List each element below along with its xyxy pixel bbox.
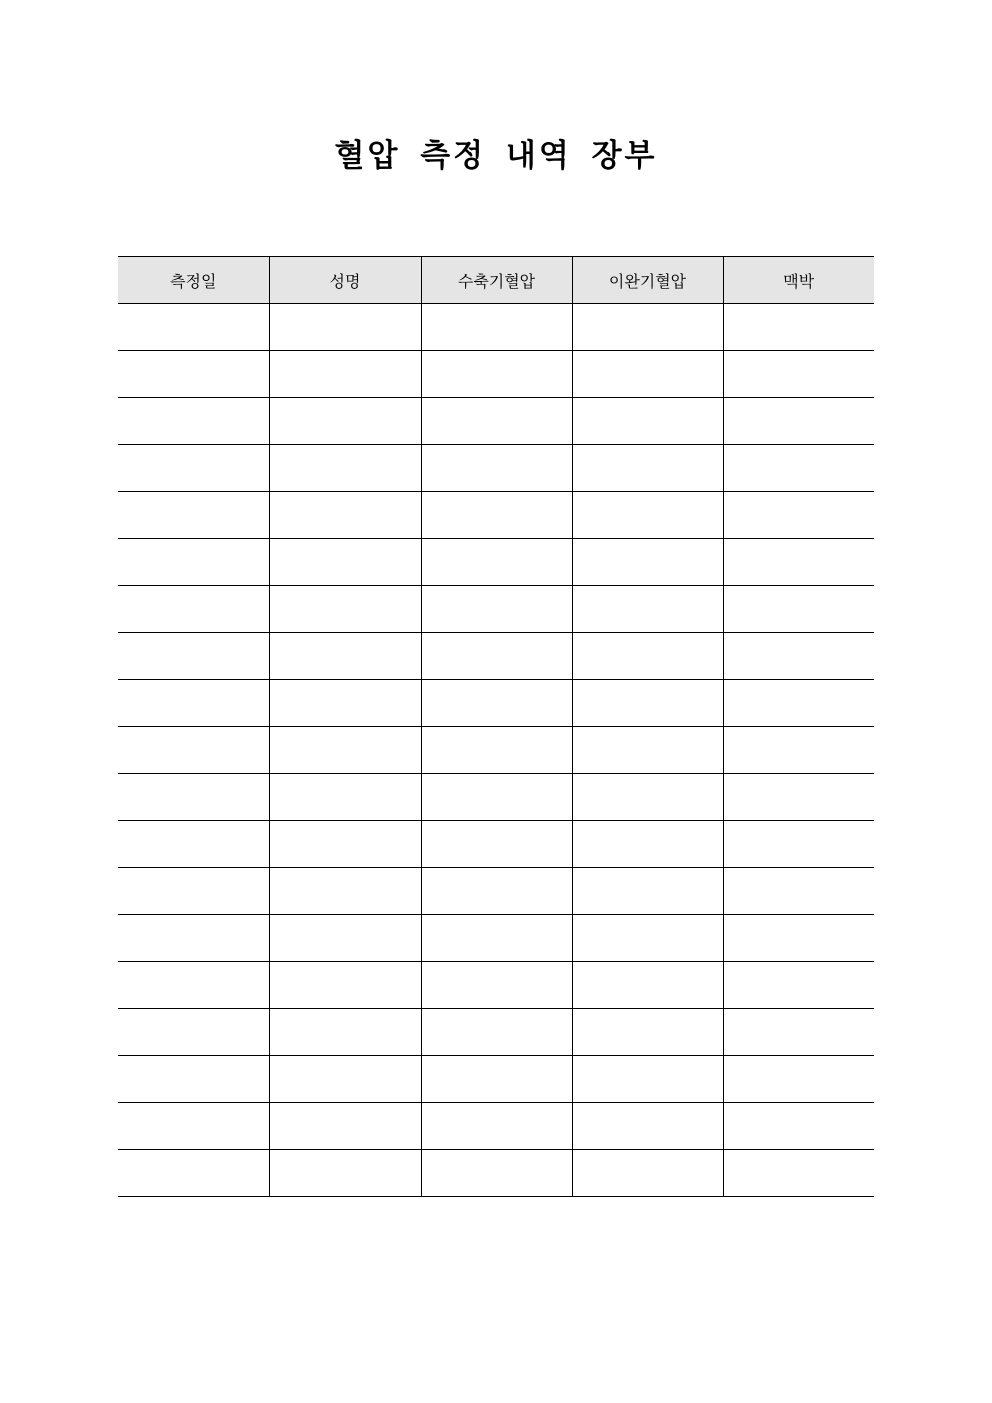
- cell-name: [269, 680, 421, 727]
- blood-pressure-log-table: [118, 256, 874, 1197]
- cell-systolic: [421, 1056, 572, 1103]
- cell-systolic: [421, 962, 572, 1009]
- cell-systolic: [421, 868, 572, 915]
- cell-measure-date: [118, 351, 269, 398]
- cell-diastolic: [572, 774, 723, 821]
- table-row: [118, 1103, 874, 1150]
- cell-systolic: [421, 821, 572, 868]
- cell-pulse: [723, 868, 874, 915]
- cell-systolic: [421, 1009, 572, 1056]
- cell-pulse: [723, 1150, 874, 1197]
- cell-diastolic: [572, 868, 723, 915]
- cell-name: [269, 962, 421, 1009]
- table-row: [118, 539, 874, 586]
- cell-diastolic: [572, 680, 723, 727]
- cell-name: [269, 398, 421, 445]
- cell-diastolic: [572, 727, 723, 774]
- table-row: [118, 774, 874, 821]
- cell-diastolic: [572, 915, 723, 962]
- cell-name: [269, 539, 421, 586]
- cell-systolic: [421, 1103, 572, 1150]
- cell-measure-date: [118, 1056, 269, 1103]
- header-measure-date: 측정일: [118, 257, 269, 304]
- cell-systolic: [421, 633, 572, 680]
- table-row: [118, 351, 874, 398]
- table-row: [118, 1056, 874, 1103]
- header-row: [118, 257, 874, 304]
- cell-pulse: [723, 633, 874, 680]
- cell-measure-date: [118, 445, 269, 492]
- cell-pulse: [723, 962, 874, 1009]
- cell-diastolic: [572, 633, 723, 680]
- cell-pulse: [723, 398, 874, 445]
- cell-name: [269, 351, 421, 398]
- cell-measure-date: [118, 304, 269, 351]
- cell-systolic: [421, 398, 572, 445]
- cell-pulse: [723, 445, 874, 492]
- cell-diastolic: [572, 1056, 723, 1103]
- cell-pulse: [723, 821, 874, 868]
- table-row: [118, 821, 874, 868]
- cell-measure-date: [118, 774, 269, 821]
- cell-systolic: [421, 304, 572, 351]
- cell-systolic: [421, 492, 572, 539]
- cell-diastolic: [572, 398, 723, 445]
- cell-name: [269, 821, 421, 868]
- table-body: [118, 304, 874, 1197]
- cell-measure-date: [118, 539, 269, 586]
- cell-systolic: [421, 915, 572, 962]
- cell-name: [269, 1103, 421, 1150]
- cell-measure-date: [118, 915, 269, 962]
- page-title: 혈압 측정 내역 장부: [334, 138, 658, 174]
- cell-name: [269, 633, 421, 680]
- cell-name: [269, 1056, 421, 1103]
- table-row: [118, 868, 874, 915]
- cell-diastolic: [572, 351, 723, 398]
- cell-name: [269, 445, 421, 492]
- cell-pulse: [723, 351, 874, 398]
- table-row: [118, 1150, 874, 1197]
- cell-name: [269, 868, 421, 915]
- cell-measure-date: [118, 727, 269, 774]
- header-name: 성명: [269, 257, 421, 304]
- cell-pulse: [723, 727, 874, 774]
- cell-pulse: [723, 304, 874, 351]
- cell-measure-date: [118, 868, 269, 915]
- table-row: [118, 445, 874, 492]
- cell-diastolic: [572, 1009, 723, 1056]
- cell-pulse: [723, 915, 874, 962]
- cell-measure-date: [118, 962, 269, 1009]
- cell-measure-date: [118, 633, 269, 680]
- cell-diastolic: [572, 539, 723, 586]
- cell-systolic: [421, 351, 572, 398]
- cell-pulse: [723, 539, 874, 586]
- cell-pulse: [723, 680, 874, 727]
- cell-diastolic: [572, 962, 723, 1009]
- cell-pulse: [723, 1056, 874, 1103]
- table-row: [118, 680, 874, 727]
- cell-systolic: [421, 445, 572, 492]
- cell-systolic: [421, 539, 572, 586]
- table-row: [118, 727, 874, 774]
- table-row: [118, 398, 874, 445]
- cell-diastolic: [572, 821, 723, 868]
- cell-name: [269, 492, 421, 539]
- cell-diastolic: [572, 1103, 723, 1150]
- cell-diastolic: [572, 304, 723, 351]
- table-row: [118, 586, 874, 633]
- cell-name: [269, 1009, 421, 1056]
- cell-name: [269, 774, 421, 821]
- cell-diastolic: [572, 1150, 723, 1197]
- table-row: [118, 1009, 874, 1056]
- table-row: [118, 633, 874, 680]
- cell-diastolic: [572, 586, 723, 633]
- cell-systolic: [421, 586, 572, 633]
- cell-measure-date: [118, 586, 269, 633]
- cell-pulse: [723, 586, 874, 633]
- cell-diastolic: [572, 445, 723, 492]
- cell-name: [269, 915, 421, 962]
- cell-systolic: [421, 1150, 572, 1197]
- cell-diastolic: [572, 492, 723, 539]
- cell-measure-date: [118, 492, 269, 539]
- cell-pulse: [723, 1103, 874, 1150]
- table-row: [118, 962, 874, 1009]
- header-systolic: 수축기혈압: [421, 257, 572, 304]
- cell-measure-date: [118, 821, 269, 868]
- cell-name: [269, 586, 421, 633]
- table-row: [118, 492, 874, 539]
- header-diastolic: 이완기혈압: [572, 257, 723, 304]
- cell-name: [269, 727, 421, 774]
- cell-pulse: [723, 1009, 874, 1056]
- cell-measure-date: [118, 1103, 269, 1150]
- cell-measure-date: [118, 1009, 269, 1056]
- cell-pulse: [723, 492, 874, 539]
- cell-measure-date: [118, 680, 269, 727]
- table-row: [118, 304, 874, 351]
- cell-measure-date: [118, 398, 269, 445]
- cell-pulse: [723, 774, 874, 821]
- cell-name: [269, 304, 421, 351]
- cell-systolic: [421, 680, 572, 727]
- header-pulse: 맥박: [723, 257, 874, 304]
- cell-measure-date: [118, 1150, 269, 1197]
- cell-systolic: [421, 727, 572, 774]
- table-row: [118, 915, 874, 962]
- cell-systolic: [421, 774, 572, 821]
- cell-name: [269, 1150, 421, 1197]
